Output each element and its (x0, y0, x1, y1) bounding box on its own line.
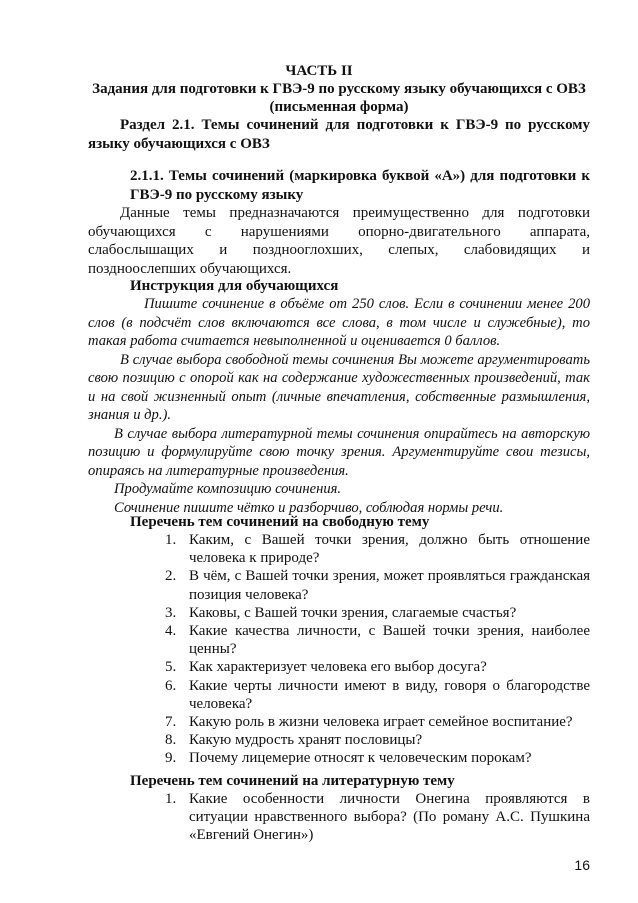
subsection-title: 2.1.1. Темы сочинений (маркировка буквой «А») для подготовки к ГВЭ-9 по русскому языку (130, 168, 590, 203)
list-item: 2. В чём, с Вашей точки зрения, может проявляться гражданская позиция человека? (165, 568, 590, 603)
instruction-text (88, 295, 590, 517)
list-item: 9. Почему лицемерие относят к человеческим порокам? (165, 750, 532, 767)
list-item: 4. Какие качества личности, с Вашей точки зрения, наиболее ценны? (165, 623, 590, 658)
tasks-title: Задания для подготовки к ГВЭ-9 по русскому языку обучающихся с ОВЗ (письменная форма) (92, 81, 586, 115)
literary-topics-heading: Перечень тем сочинений на литературную тему (130, 773, 455, 789)
part-title: ЧАСТЬ II (285, 63, 353, 79)
free-topics-list (165, 531, 590, 768)
list-item: 3. Каковы, с Вашей точки зрения, слагаемые счастья? (165, 604, 517, 621)
list-item: 5. Как характеризует человека его выбор досуга? (165, 659, 487, 676)
instruction-paragraph: В случае выбора свободной темы сочинения Вы можете аргументировать свою позицию с опорой как на содержание художественных произведений, так и на свой жизненный опыт (личные впечатления, собственные размышления, знания и др.). (88, 351, 590, 423)
instruction-paragraph: Пишите сочинение в объёме от 250 слов. Если в сочинении менее 200 слов (в подсчёт слов включаются все слова, в том числе и служебные), то такая работа считается невыполненной и оценивается 0 баллов. (88, 296, 590, 349)
list-item: 7. Какую роль в жизни человека играет семейное воспитание? (165, 714, 573, 731)
literary-topics-list (165, 790, 590, 845)
instruction-paragraph: Продумайте композицию сочинения. (114, 481, 342, 497)
list-item: 6. Какие черты личности имеют в виду, говоря о благородстве человека? (165, 677, 590, 712)
instruction-paragraph: В случае выбора литературной темы сочинения опирайтесь на авторскую позицию и формулируйте свою точку зрения. Аргументируйте свои тезисы, опираясь на литературные произведения. (88, 425, 590, 479)
list-item: 1. Какие особенности личности Онегина проявляются в ситуации нравственного выбора? (По роману А.С. Пушкина «Евгений Онегин») (165, 791, 590, 844)
list-item: 8. Какую мудрость хранят пословицы? (165, 732, 423, 749)
section-title: Раздел 2.1. Темы сочинений для подготовки к ГВЭ-9 по русскому языку обучающихся с ОВЗ (88, 117, 590, 152)
instruction-paragraph: Сочинение пишите чётко и разборчиво, соблюдая нормы речи. (114, 499, 504, 516)
page-number: 16 (574, 857, 590, 873)
description-paragraph: Данные темы предназначаются преимущественно для подготовки обучающихся с нарушениями опорно-двигательного аппарата, слабослышащих и позднооглохших, слепых, слабовидящих и поздноослепших обучающихся. (88, 205, 590, 277)
instruction-heading: Инструкция для обучающихся (130, 278, 339, 294)
free-topics-heading: Перечень тем сочинений на свободную тему (130, 514, 430, 530)
list-item: 1. Каким, с Вашей точки зрения, должно быть отношение человека к природе? (165, 532, 590, 567)
